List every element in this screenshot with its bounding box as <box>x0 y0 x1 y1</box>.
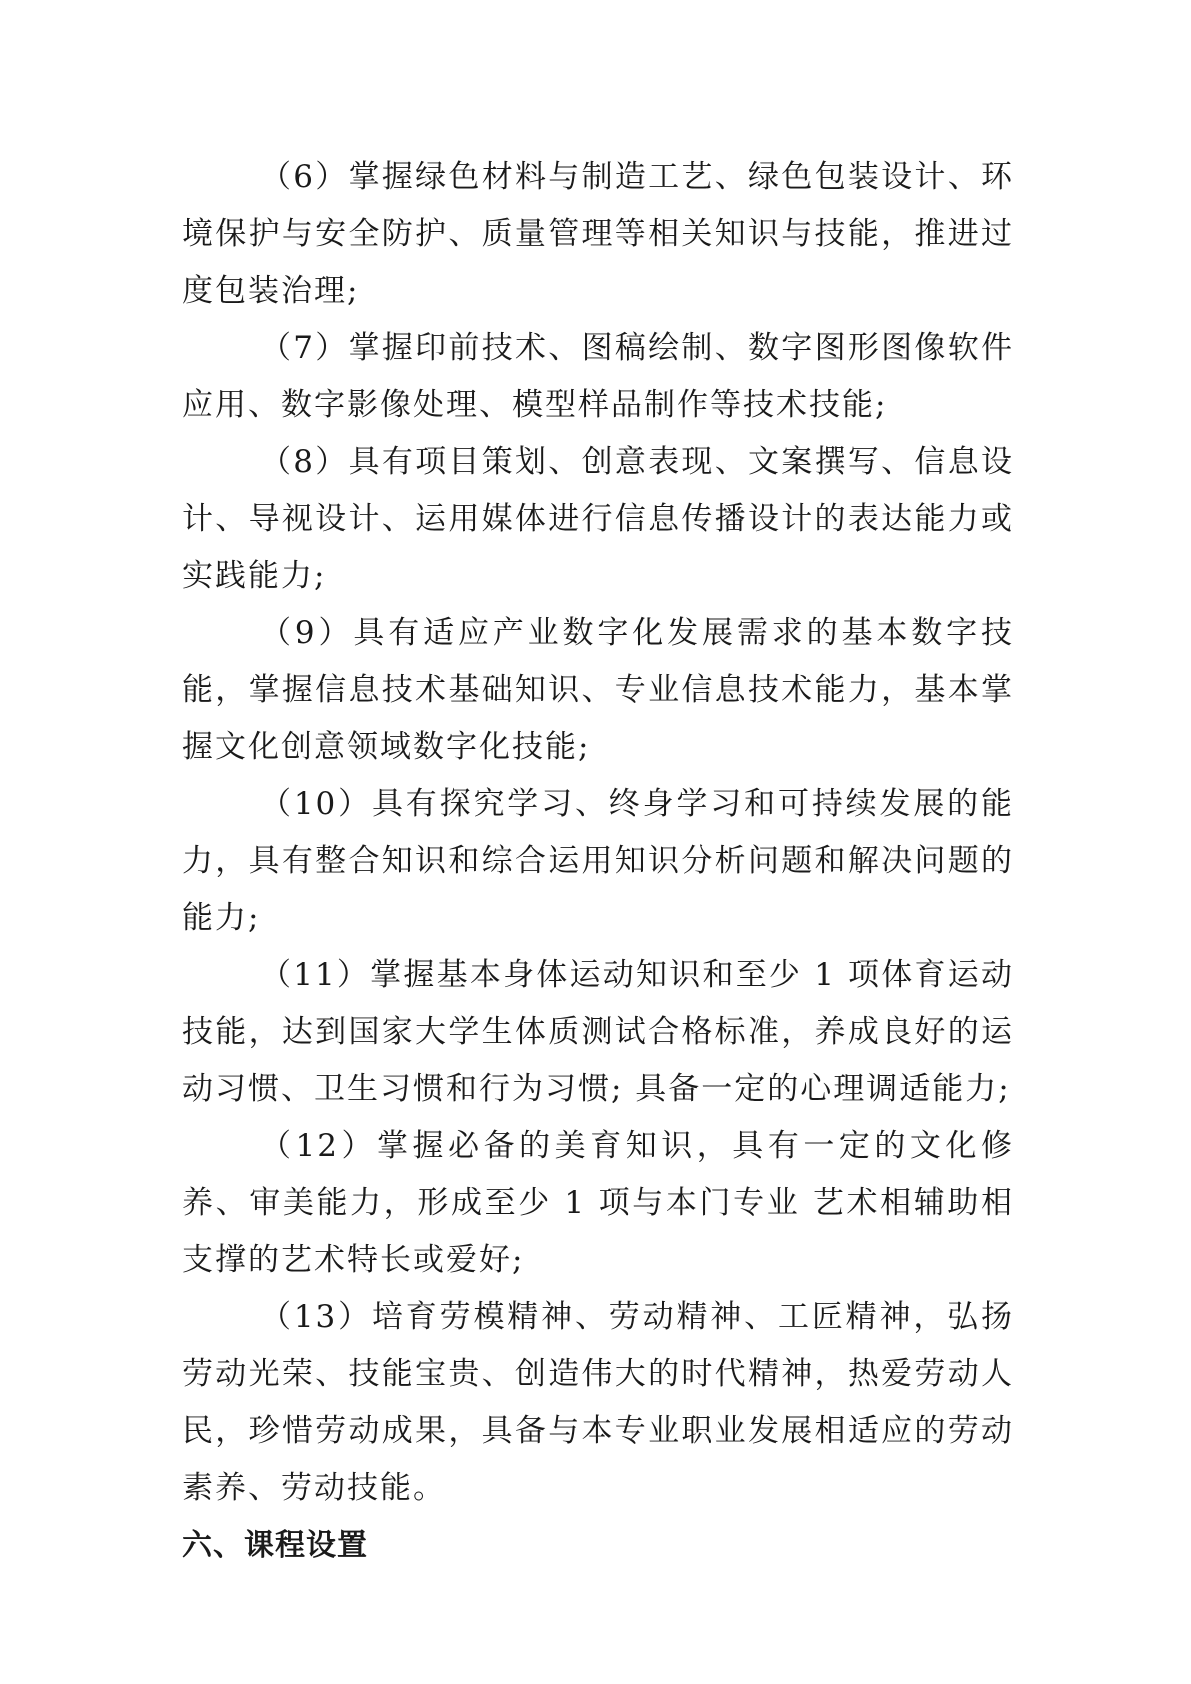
objective-item-13: （13）培育劳模精神、劳动精神、工匠精神，弘扬劳动光荣、技能宝贵、创造伟大的时代精神，热爱劳动人民，珍惜劳动成果，具备与本专业职业发展相适应的劳动素养、劳动技能。 <box>182 1299 1014 1506</box>
objective-item-8: （8）具有项目策划、创意表现、文案撰写、信息设计、导视设计、运用媒体进行信息传播设计的表达能力或实践能力; <box>182 444 1014 594</box>
objective-item-10: （10）具有探究学习、终身学习和可持续发展的能力，具有整合知识和综合运用知识分析问题和解决问题的能力; <box>182 786 1014 936</box>
objective-item-7: （7）掌握印前技术、图稿绘制、数字图形图像软件应用、数字影像处理、模型样品制作等技术技能; <box>182 330 1014 423</box>
objective-item-6: （6）掌握绿色材料与制造工艺、绿色包装设计、环境保护与安全防护、质量管理等相关知识与技能，推进过度包装治理; <box>182 159 1014 309</box>
objective-item-9: （9）具有适应产业数字化发展需求的基本数字技能，掌握信息技术基础知识、专业信息技术能力，基本掌握文化创意领域数字化技能; <box>182 615 1014 765</box>
section-heading-curriculum: 六、课程设置 <box>182 1528 368 1563</box>
document-page <box>182 149 1014 1574</box>
objective-item-12: （12）掌握必备的美育知识，具有一定的文化修养、审美能力，形成至少 1 项与本门专业 艺术相辅助相支撑的艺术特长或爱好; <box>182 1128 1014 1278</box>
objective-item-11: （11）掌握基本身体运动知识和至少 1 项体育运动技能，达到国家大学生体质测试合格标准，养成良好的运动习惯、卫生习惯和行为习惯; 具备一定的心理调适能力; <box>182 957 1014 1107</box>
